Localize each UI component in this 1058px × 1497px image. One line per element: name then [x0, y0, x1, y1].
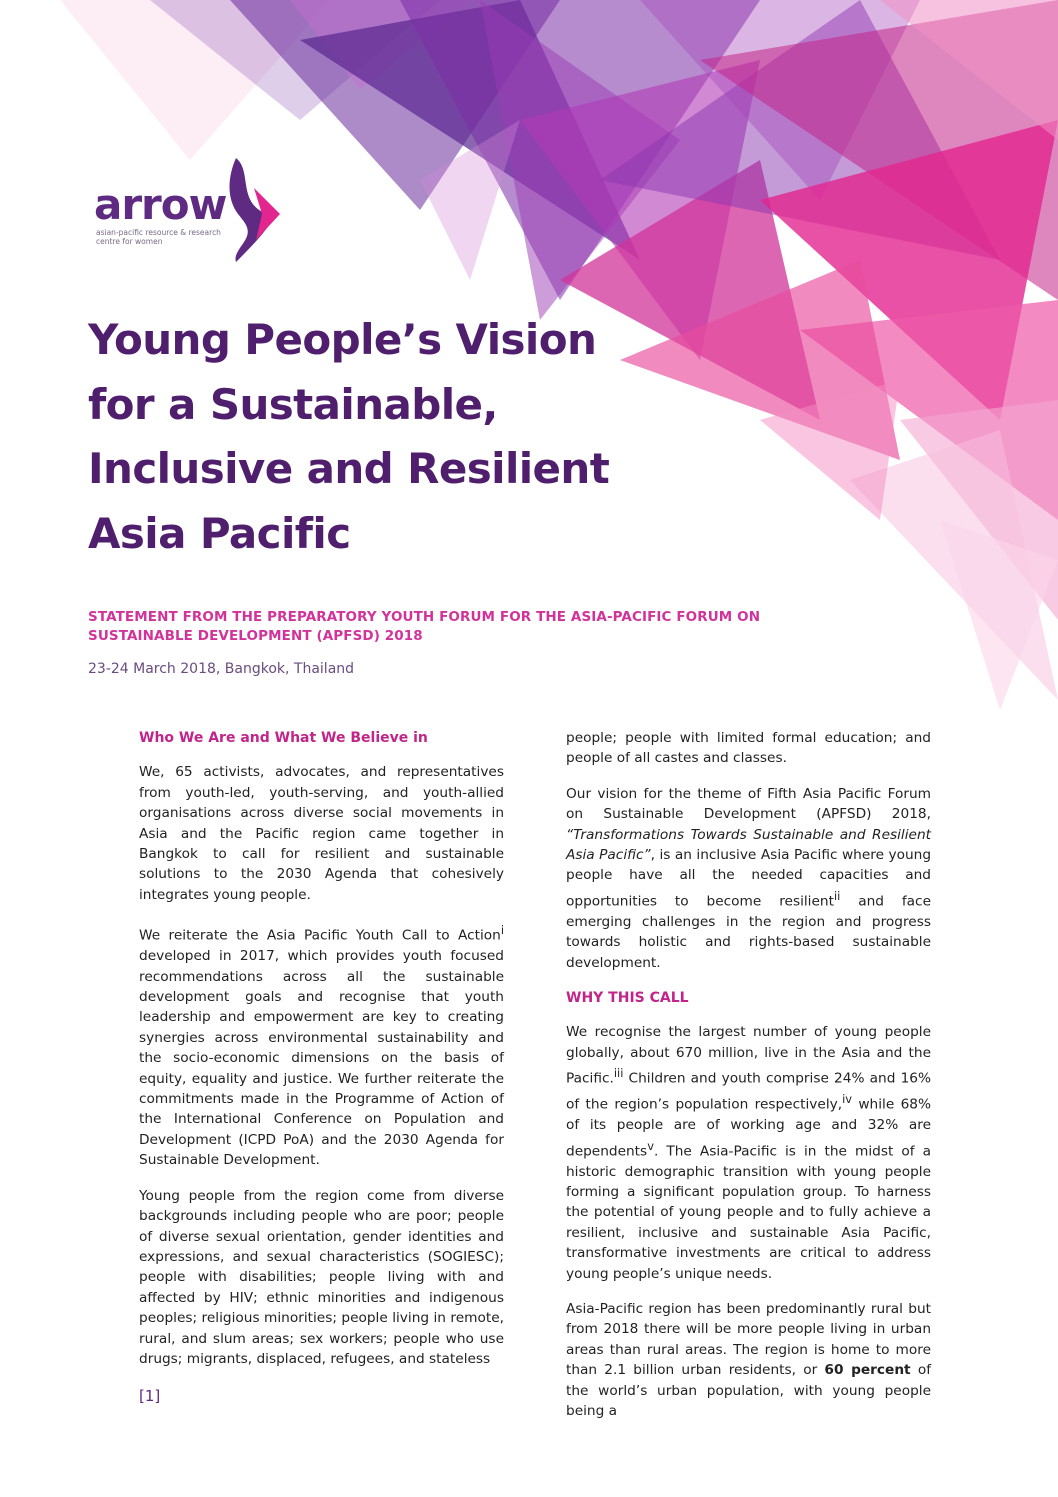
- footnote-ref: iv: [842, 1092, 852, 1107]
- footnote-ref: iii: [613, 1066, 624, 1081]
- paragraph: Asia-Pacific region has been predominantly rural but from 2018 there will be more people living in urban areas than rural areas. The region is home to more than 2.1 billion urban residents, or 60 percent of the world’s urban population, with young people being a: [566, 1301, 932, 1420]
- logo-wordmark: arrow: [94, 180, 227, 229]
- statement-subtitle: STATEMENT FROM THE PREPARATORY YOUTH FORUM FOR THE ASIA-PACIFIC FORUM ON SUSTAINABLE DEVELOPMENT (APFSD) 2018: [88, 609, 761, 644]
- paragraph: people; people with limited formal education; and people of all castes and classes.: [566, 730, 931, 767]
- event-dateline: 23-24 March 2018, Bangkok, Thailand: [88, 661, 355, 677]
- footnote-ref: v: [647, 1138, 654, 1153]
- footnote-ref: i: [500, 923, 504, 938]
- section-heading-who-we-are: Who We Are and What We Believe in: [139, 730, 428, 746]
- page-number: [1]: [139, 1387, 161, 1405]
- paragraph: We, 65 activists, advocates, and representatives from youth-led, youth-serving, and youth-allied organisations across diverse social movements in Asia and the Pacific region came together in Bangkok to call for resilient and sustainable solutions to the 2030 Agenda that cohesively integrates young people.: [139, 764, 504, 903]
- page-title: Young People’s Vision for a Sustainable, Inclusive and Resilient Asia Pacific: [88, 315, 610, 558]
- arrow-logo: [92, 158, 292, 268]
- paragraph: We recognise the largest number of young people globally, about 670 million, live in the Asia and the Pacific.$^{iii}$ Children and youth comprise 24% and 16% of the region’s population respectively,$^{iv}$ while 68% of its people are of working age and 32% are dependents$^v$. The Asia-Pacific is in the midst of a historic demographic transition with young people forming a significant population group. To harness the potential of young people and to fully achieve a resilient, inclusive and sustainable Asia Pacific, transformative investments are critical to address young people’s unique needs.: [566, 1024, 931, 1282]
- paragraph: Our vision for the theme of Fifth Asia Pacific Forum on Sustainable Development (APFSD) 2018, “Transformations Towards Sustainable and Resilient Asia Pacific”, is an inclusive Asia Pacific where young people have all the needed capacities and opportunities to become resilient$^{ii}$ and face emerging challenges in the region and progress towards holistic and rights-based sustainable development.: [566, 785, 932, 971]
- logo-tagline: asian-pacific resource & research centre for women: [96, 228, 221, 246]
- woman-profile-icon: [226, 158, 282, 262]
- right-column: [566, 728, 931, 1436]
- paragraph: Young people from the region come from diverse backgrounds including people who are poor; people of diverse sexual orientation, gender identities and expressions, and sexual characteristics (SOGIESC); people with disabilities; people living with and affected by HIV; ethnic minorities and indigenous peoples; religious minorities; people living in remote, rural, and slum areas; sex workers; people who use drugs; migrants, displaced, refugees, and stateless: [139, 1187, 504, 1367]
- paragraph: We reiterate the Asia Pacific Youth Call to Action$^i$ developed in 2017, which provides youth focused recommendations across all the sustainable development goals and recognise that youth leadership and empowerment are key to creating synergies across environmental sustainability and the socio-economic dimensions on the basis of equity, equality and justice. We further reiterate the commitments made in the Programme of Action of the International Conference on Population and Development (ICPD PoA) and the 2030 Agenda for Sustainable Development.: [139, 923, 504, 1169]
- section-heading-why-this-call: WHY THIS CALL: [566, 990, 689, 1007]
- left-column: [139, 728, 504, 1384]
- footnote-ref: ii: [833, 888, 841, 903]
